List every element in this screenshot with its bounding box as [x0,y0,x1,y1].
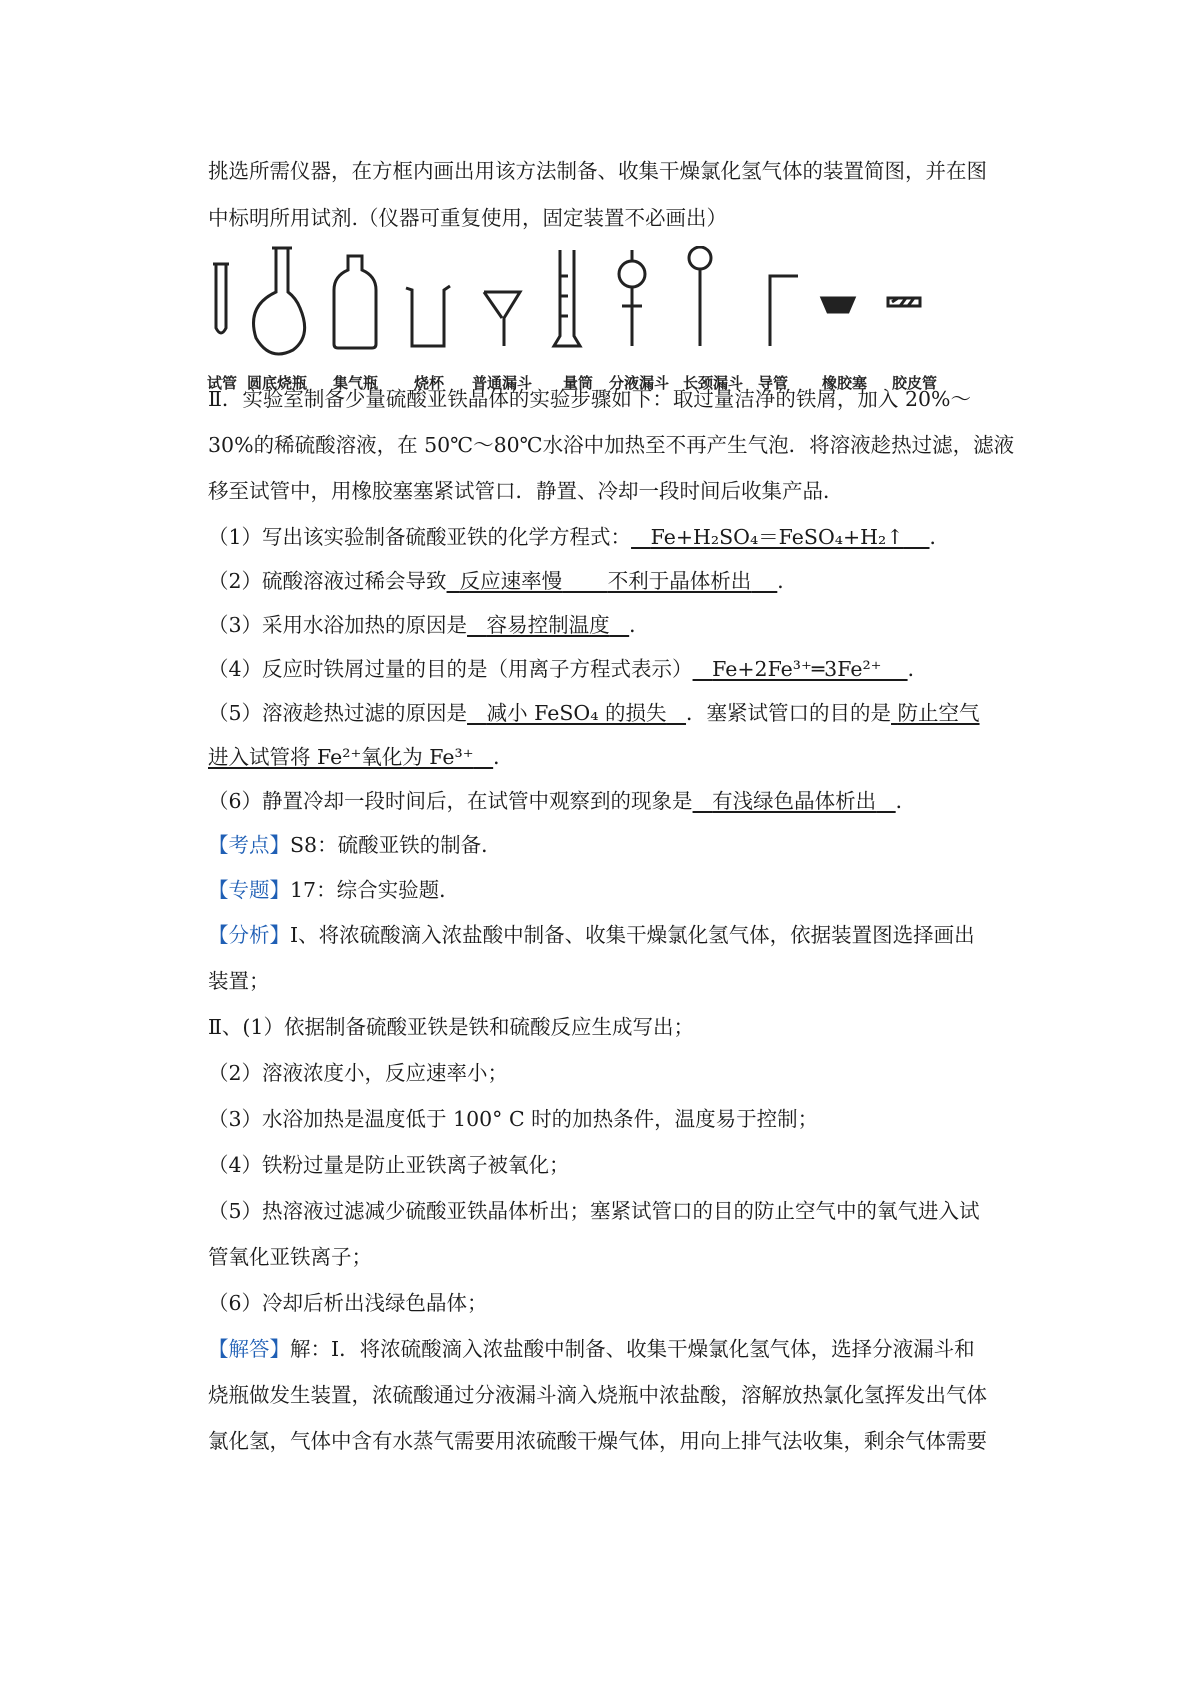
label-sep-funnel: 分液漏斗 [609,374,670,392]
fenxi-line-1: 【分析】Ⅰ、将浓硫酸滴入浓盐酸中制备、收集干燥氯化氢气体，依据装置图选择画出 [208,923,975,947]
fenxi-item: （3）水浴加热是温度低于 100° C 时的加热条件，温度易于控制； [208,1107,819,1131]
funnel-icon [484,292,520,346]
jieda-line-1: 【解答】解：Ⅰ．将浓硫酸滴入浓盐酸中制备、收集干燥氯化氢气体，选择分液漏斗和 [208,1337,975,1361]
question-2: （2）硫酸溶液过稀会导致 反应速率慢 不利于晶体析出 ． [208,569,798,593]
part2-line-2: 30%的稀硫酸溶液，在 50℃～80℃水浴中加热至不再产生气泡．将溶液趁热过滤，滤液 [208,433,1015,457]
label-cylinder: 量筒 [563,374,594,392]
q2-answer: 反应速率慢 不利于晶体析出 [459,569,752,593]
label-test-tube: 试管 [207,374,238,392]
q5-answer-b2: 进入试管将 Fe²⁺氧化为 Fe³⁺ [208,745,474,769]
test-tube-icon [213,264,229,333]
round-bottom-flask-icon [254,248,305,354]
question-5-line-2: 进入试管将 Fe²⁺氧化为 Fe³⁺ ． [208,745,514,769]
label-stopper: 橡胶塞 [822,374,868,392]
question-4: （4）反应时铁屑过量的目的是（用离子方程式表示） Fe+2Fe³⁺═3Fe²⁺ ． [208,657,929,681]
q5-answer-a: 减小 FeSO₄ 的损失 [486,701,667,725]
part2-line-3: 移至试管中，用橡胶塞塞紧试管口．静置、冷却一段时间后收集产品． [208,479,844,503]
fenxi-item: （2）溶液浓度小，反应速率小； [208,1061,509,1085]
q1-answer: Fe+H₂SO₄＝FeSO₄+H₂↑ [650,525,904,549]
zhuanti-line: 【专题】17：综合实验题． [208,878,460,902]
question-3: （3）采用水浴加热的原因是 容易控制温度 ． [208,613,650,637]
fenxi-item: （4）铁粉过量是防止亚铁离子被氧化； [208,1153,570,1177]
fenxi-item: （6）冷却后析出浅绿色晶体； [208,1291,488,1315]
q3-answer: 容易控制温度 [486,613,610,637]
question-1: （1）写出该实验制备硫酸亚铁的化学方程式： Fe+H₂SO₄＝FeSO₄+H₂↑ ． [208,525,951,549]
intro-line-1: 挑选所需仪器，在方框内画出用该方法制备、收集干燥氯化氢气体的装置简图，并在图 [208,159,987,183]
part2-line-1: Ⅱ．实验室制备少量硫酸亚铁晶体的实验步骤如下：取过量洁净的铁屑，加入 20%～ [208,387,972,411]
intro-line-2: 中标明所用试剂.（仪器可重复使用，固定装置不必画出） [208,206,728,230]
beaker-icon [406,286,450,346]
graduated-cylinder-icon [554,250,580,346]
rubber-hose-icon [888,298,920,306]
fenxi-item: Ⅱ、(1）依据制备硫酸亚铁是铁和硫酸反应生成写出； [208,1015,694,1039]
bent-tube-icon [770,276,798,346]
jieda-line-3: 氯化氢，气体中含有水蒸气需要用浓硫酸干燥气体，用向上排气法收集，剩余气体需要 [208,1429,987,1453]
label-long-funnel: 长颈漏斗 [683,374,744,392]
label-gas-bottle: 集气瓶 [333,374,379,392]
jieda-tag: 【解答】 [208,1337,290,1361]
q6-answer: 有浅绿色晶体析出 [712,789,877,813]
long-neck-funnel-icon [689,247,711,346]
label-hose: 胶皮管 [892,374,938,392]
label-tube: 导管 [758,374,789,392]
question-5-line-1: （5）溶液趁热过滤的原因是 减小 FeSO₄ 的损失 ．塞紧试管口的目的是 防止空气 [208,701,980,725]
label-beaker: 烧杯 [414,374,445,392]
label-round-flask: 圆底烧瓶 [247,374,308,392]
q5-answer-b1: 防止空气 [897,701,980,725]
zhuanti-tag: 【专题】 [208,878,290,902]
q4-answer: Fe+2Fe³⁺═3Fe²⁺ [712,657,882,681]
jieda-line-2: 烧瓶做发生装置，浓硫酸通过分液漏斗滴入烧瓶中浓盐酸，溶解放热氯化氢挥发出气体 [208,1383,987,1407]
kaodian-line: 【考点】S8：硫酸亚铁的制备． [208,833,502,857]
question-6: （6）静置冷却一段时间后，在试管中观察到的现象是 有浅绿色晶体析出 ． [208,789,917,813]
label-funnel: 普通漏斗 [472,374,533,392]
fenxi-tag: 【分析】 [208,923,290,947]
fenxi-item: （5）热溶液过滤减少硫酸亚铁晶体析出；塞紧试管口的目的防止空气中的氧气进入试 [208,1199,980,1223]
fenxi-line-2: 装置； [208,969,270,993]
rubber-stopper-icon [822,298,854,312]
kaodian-tag: 【考点】 [208,833,290,857]
fenxi-item: 管氧化亚铁离子； [208,1245,372,1269]
gas-collecting-bottle-icon [334,256,376,348]
separatory-funnel-icon [619,250,645,346]
